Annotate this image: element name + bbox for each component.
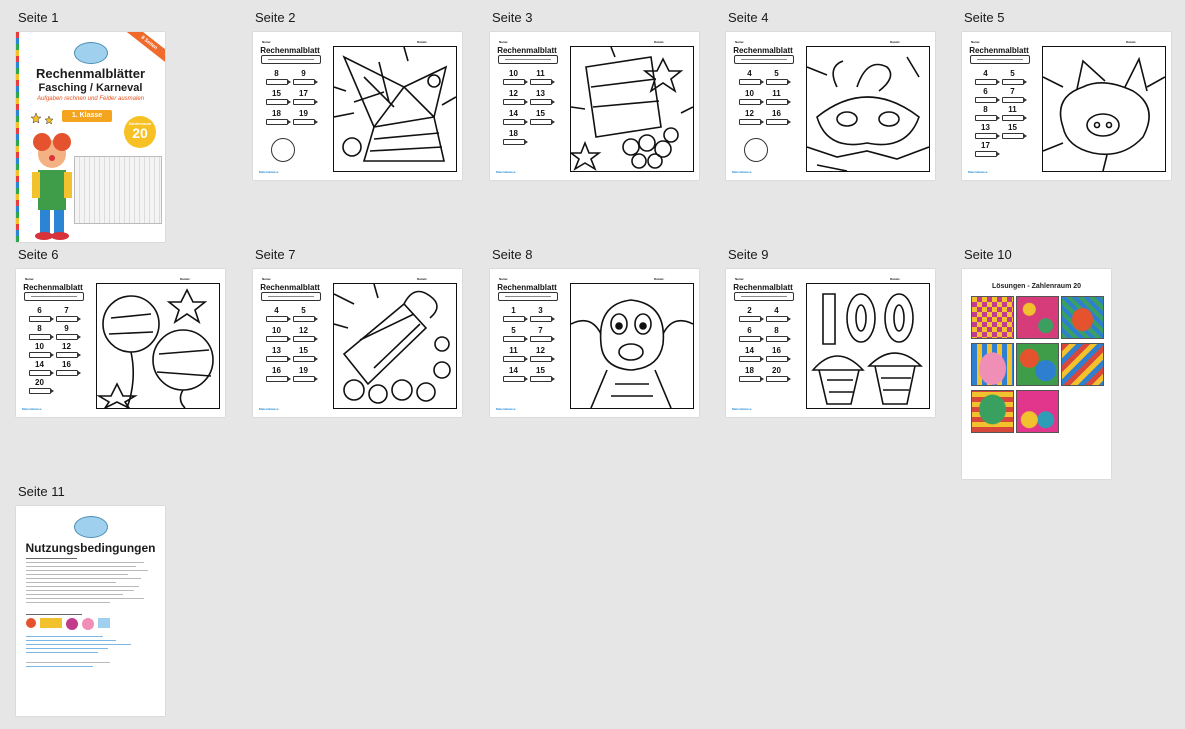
legend-item: 5 xyxy=(765,70,788,85)
doodle-illustration xyxy=(744,138,768,162)
instruction-banner xyxy=(970,55,1030,64)
legend-item: 10 xyxy=(265,327,288,342)
crayon-icon xyxy=(1002,133,1024,139)
crayon-icon xyxy=(530,376,552,382)
crayon-icon xyxy=(739,119,761,125)
crayon-icon xyxy=(766,79,788,85)
partner-logo xyxy=(82,618,94,630)
page-thumbnail-7[interactable] xyxy=(253,269,462,417)
date-label: Datum: xyxy=(890,40,901,44)
page-thumbnail-5[interactable] xyxy=(962,32,1171,180)
legend-item: 19 xyxy=(292,367,315,382)
worksheet-title: Rechenmalblatt xyxy=(260,46,320,55)
legend-item: 11 xyxy=(502,347,525,362)
solution-tile xyxy=(971,343,1014,386)
instruction-banner xyxy=(734,55,794,64)
terms-line xyxy=(26,598,144,599)
terms-line xyxy=(26,590,134,591)
legend-item: 8 xyxy=(28,325,51,340)
crayon-icon xyxy=(503,316,525,322)
legend-item: 1 xyxy=(502,307,525,322)
partner-logo xyxy=(98,618,110,628)
crayon-icon xyxy=(56,334,78,340)
number-legend xyxy=(738,307,788,382)
crayon-icon xyxy=(739,316,761,322)
legend-item: 14 xyxy=(738,347,761,362)
instruction-banner xyxy=(734,292,794,301)
crayon-icon xyxy=(56,370,78,376)
cover-logo xyxy=(74,42,108,64)
solution-tile xyxy=(1016,390,1059,433)
page-label: Seite 1 xyxy=(18,10,59,25)
doodle-illustration xyxy=(271,138,295,162)
legend-item: 15 xyxy=(529,367,552,382)
legend-item: 12 xyxy=(55,343,78,358)
legend-item: 13 xyxy=(529,90,552,105)
crayon-icon xyxy=(293,336,315,342)
partner-logos xyxy=(26,618,154,630)
stars-icon xyxy=(30,112,56,128)
crayon-icon xyxy=(739,99,761,105)
crayon-icon xyxy=(975,115,997,121)
terms-link-line xyxy=(26,648,108,649)
terms-link-line xyxy=(26,666,93,667)
crayon-icon xyxy=(293,119,315,125)
instruction-banner xyxy=(261,292,321,301)
number-legend xyxy=(265,70,315,125)
terms-line xyxy=(26,614,82,615)
partner-logo xyxy=(40,618,62,628)
page-label: Seite 8 xyxy=(492,247,533,262)
legend-item: 7 xyxy=(55,307,78,322)
crayon-icon xyxy=(266,316,288,322)
clown-illustration xyxy=(22,132,82,240)
crayon-icon xyxy=(293,376,315,382)
page-thumbnail-6[interactable] xyxy=(16,269,225,417)
crayon-icon xyxy=(503,336,525,342)
crayon-icon xyxy=(530,356,552,362)
legend-item: 7 xyxy=(529,327,552,342)
crayon-icon xyxy=(766,119,788,125)
footer-logo: Materialwiese xyxy=(259,170,279,174)
crayon-icon xyxy=(293,356,315,362)
legend-item: 16 xyxy=(55,361,78,376)
terms-line xyxy=(26,586,139,587)
solution-tile xyxy=(971,390,1014,433)
legend-item: 4 xyxy=(974,70,997,85)
crayon-icon xyxy=(766,99,788,105)
crayon-icon xyxy=(503,99,525,105)
name-label: Name: xyxy=(971,40,981,44)
crayon-icon xyxy=(530,79,552,85)
instruction-banner xyxy=(498,292,558,301)
legend-item: 6 xyxy=(28,307,51,322)
legend-item: 10 xyxy=(28,343,51,358)
crayon-icon xyxy=(29,316,51,322)
legend-item: 13 xyxy=(265,347,288,362)
page-label: Seite 4 xyxy=(728,10,769,25)
legend-item: 12 xyxy=(502,90,525,105)
legend-item: 3 xyxy=(529,307,552,322)
date-label: Datum: xyxy=(654,277,665,281)
crayon-icon xyxy=(975,151,997,157)
legend-item: 5 xyxy=(502,327,525,342)
cover-stripe-border xyxy=(16,32,19,242)
legend-item: 2 xyxy=(738,307,761,322)
terms-line xyxy=(26,594,123,595)
crayon-icon xyxy=(1002,115,1024,121)
worksheet-title: Rechenmalblatt xyxy=(497,283,557,292)
terms-line xyxy=(26,582,116,583)
number-legend xyxy=(738,70,788,125)
legend-item: 15 xyxy=(265,90,288,105)
crayon-icon xyxy=(56,316,78,322)
legend-item: 17 xyxy=(292,90,315,105)
terms-link-line xyxy=(26,636,103,637)
crayon-icon xyxy=(503,356,525,362)
instruction-banner xyxy=(498,55,558,64)
crayon-icon xyxy=(293,316,315,322)
solution-tile xyxy=(971,296,1014,339)
page-label: Seite 9 xyxy=(728,247,769,262)
footer-logo: Materialwiese xyxy=(968,170,988,174)
coloring-picture-cupcakes xyxy=(806,283,930,409)
legend-item: 11 xyxy=(765,90,788,105)
coloring-picture-mask xyxy=(806,46,930,172)
solution-tile xyxy=(1016,296,1059,339)
crayon-icon xyxy=(530,119,552,125)
legend-item: 8 xyxy=(974,106,997,121)
coloring-picture-dragon xyxy=(570,283,694,409)
crayon-icon xyxy=(530,99,552,105)
legend-item: 15 xyxy=(292,347,315,362)
terms-line xyxy=(26,574,128,575)
coloring-picture-party-hat xyxy=(333,46,457,172)
crayon-icon xyxy=(266,356,288,362)
legend-item: 15 xyxy=(1001,124,1024,139)
crayon-icon xyxy=(56,352,78,358)
worksheet-title: Rechenmalblatt xyxy=(969,46,1029,55)
page-thumbnail-1[interactable] xyxy=(16,32,165,242)
crayon-icon xyxy=(503,119,525,125)
name-label: Name: xyxy=(262,277,272,281)
legend-item: 11 xyxy=(1001,106,1024,121)
solution-tile xyxy=(1061,343,1104,386)
legend-item: 9 xyxy=(55,325,78,340)
legend-item: 12 xyxy=(738,110,761,125)
number-legend xyxy=(28,307,78,394)
crayon-icon xyxy=(766,316,788,322)
footer-logo: Materialwiese xyxy=(496,407,516,411)
crayon-icon xyxy=(266,79,288,85)
page-label: Seite 5 xyxy=(964,10,1005,25)
legend-item: 10 xyxy=(502,70,525,85)
number-legend xyxy=(974,70,1024,157)
legend-item: 18 xyxy=(738,367,761,382)
page-label: Seite 3 xyxy=(492,10,533,25)
legend-item: 10 xyxy=(738,90,761,105)
date-label: Datum: xyxy=(417,40,428,44)
legend-item: 5 xyxy=(1001,70,1024,85)
terms-body xyxy=(26,558,154,670)
number-legend xyxy=(502,70,552,145)
legend-item: 19 xyxy=(292,110,315,125)
cover-badge-label: Zahlenraum xyxy=(128,121,152,126)
terms-line xyxy=(26,578,141,579)
terms-line xyxy=(26,558,77,559)
crayon-icon xyxy=(293,99,315,105)
legend-item: 16 xyxy=(265,367,288,382)
date-label: Datum: xyxy=(180,277,191,281)
crayon-icon xyxy=(503,376,525,382)
crayon-icon xyxy=(293,79,315,85)
instruction-banner xyxy=(24,292,84,301)
page-thumbnail-11[interactable] xyxy=(16,506,165,716)
terms-line xyxy=(26,562,144,563)
name-label: Name: xyxy=(25,277,35,281)
date-label: Datum: xyxy=(417,277,428,281)
coloring-picture-gift xyxy=(570,46,694,172)
terms-logo xyxy=(74,516,108,538)
crayon-icon xyxy=(503,139,525,145)
name-label: Name: xyxy=(735,277,745,281)
terms-line xyxy=(26,602,110,603)
terms-line xyxy=(26,566,136,567)
page-label: Seite 6 xyxy=(18,247,59,262)
legend-item: 18 xyxy=(265,110,288,125)
solution-tile xyxy=(1016,343,1059,386)
page-thumbnail-8[interactable] xyxy=(490,269,699,417)
legend-item: 7 xyxy=(1001,88,1024,103)
name-label: Name: xyxy=(499,40,509,44)
page-thumbnail-2[interactable] xyxy=(253,32,462,180)
date-label: Datum: xyxy=(654,40,665,44)
date-label: Datum: xyxy=(890,277,901,281)
crayon-icon xyxy=(266,99,288,105)
legend-item: 14 xyxy=(28,361,51,376)
crayon-icon xyxy=(766,336,788,342)
partner-logo xyxy=(66,618,78,630)
coloring-picture-pig xyxy=(1042,46,1166,172)
footer-logo: Materialwiese xyxy=(732,170,752,174)
page-thumbnail-9[interactable] xyxy=(726,269,935,417)
legend-item: 18 xyxy=(502,130,525,145)
date-label: Datum: xyxy=(1126,40,1137,44)
legend-item: 20 xyxy=(765,367,788,382)
legend-item: 8 xyxy=(765,327,788,342)
legend-item: 9 xyxy=(292,70,315,85)
worksheet-title: Rechenmalblatt xyxy=(733,46,793,55)
crayon-icon xyxy=(29,352,51,358)
solution-tile xyxy=(1061,296,1104,339)
terms-line xyxy=(26,662,110,663)
crayon-icon xyxy=(975,97,997,103)
worksheet-title: Rechenmalblatt xyxy=(260,283,320,292)
page-label: Seite 2 xyxy=(255,10,296,25)
legend-item: 5 xyxy=(292,307,315,322)
crayon-icon xyxy=(29,334,51,340)
crayon-icon xyxy=(766,376,788,382)
page-label: Seite 10 xyxy=(964,247,1012,262)
page-thumbnail-10[interactable] xyxy=(962,269,1111,479)
crayon-icon xyxy=(503,79,525,85)
crayon-icon xyxy=(739,356,761,362)
legend-item: 12 xyxy=(529,347,552,362)
legend-item: 17 xyxy=(974,142,997,157)
crayon-icon xyxy=(766,356,788,362)
cover-badge-number: 20 xyxy=(132,125,148,141)
coloring-picture-balloons xyxy=(96,283,220,409)
crayon-icon xyxy=(739,79,761,85)
legend-item: 16 xyxy=(765,110,788,125)
coloring-picture-confetti-cannon xyxy=(333,283,457,409)
name-label: Name: xyxy=(499,277,509,281)
crayon-icon xyxy=(266,119,288,125)
legend-item: 4 xyxy=(738,70,761,85)
legend-item: 12 xyxy=(292,327,315,342)
legend-item: 14 xyxy=(502,110,525,125)
cover-subtitle: Fasching / Karneval xyxy=(38,82,143,94)
crayon-icon xyxy=(739,376,761,382)
terms-title: Nutzungsbedingungen xyxy=(25,541,156,555)
footer-logo: Materialwiese xyxy=(259,407,279,411)
crayon-icon xyxy=(29,370,51,376)
legend-item: 4 xyxy=(765,307,788,322)
crayon-icon xyxy=(530,316,552,322)
crayon-icon xyxy=(29,388,51,394)
crayon-icon xyxy=(975,79,997,85)
terms-link-line xyxy=(26,640,116,641)
cover-title: Rechenmalblätter xyxy=(35,66,146,81)
cover-class-label: 1. Klasse xyxy=(62,110,112,122)
legend-item: 20 xyxy=(28,379,51,394)
legend-item: 13 xyxy=(974,124,997,139)
crayon-icon xyxy=(1002,79,1024,85)
page-label: Seite 11 xyxy=(18,484,65,499)
cover-badge xyxy=(124,116,156,148)
cover-worksheet-collage xyxy=(74,156,162,224)
instruction-banner xyxy=(261,55,321,64)
page-thumbnail-4[interactable] xyxy=(726,32,935,180)
partner-logo xyxy=(26,618,36,628)
number-legend xyxy=(265,307,315,382)
terms-link-line xyxy=(26,652,98,653)
page-thumbnail-3[interactable] xyxy=(490,32,699,180)
solutions-grid xyxy=(971,296,1102,433)
crayon-icon xyxy=(1002,97,1024,103)
legend-item: 4 xyxy=(265,307,288,322)
footer-logo: Materialwiese xyxy=(496,170,516,174)
worksheet-title: Rechenmalblatt xyxy=(497,46,557,55)
number-legend xyxy=(502,307,552,382)
legend-item: 8 xyxy=(265,70,288,85)
crayon-icon xyxy=(530,336,552,342)
crayon-icon xyxy=(266,336,288,342)
legend-item: 11 xyxy=(529,70,552,85)
terms-line xyxy=(26,570,148,571)
name-label: Name: xyxy=(735,40,745,44)
legend-item: 14 xyxy=(502,367,525,382)
cover-tagline: Aufgaben rechnen und Felder ausmalen xyxy=(36,96,145,102)
name-label: Name: xyxy=(262,40,272,44)
worksheet-title: Rechenmalblatt xyxy=(23,283,83,292)
legend-item: 6 xyxy=(974,88,997,103)
footer-logo: Materialwiese xyxy=(732,407,752,411)
legend-item: 6 xyxy=(738,327,761,342)
page-label: Seite 7 xyxy=(255,247,296,262)
footer-logo: Materialwiese xyxy=(22,407,42,411)
crayon-icon xyxy=(975,133,997,139)
cover-ribbon: 8 Seiten xyxy=(122,32,165,65)
crayon-icon xyxy=(266,376,288,382)
terms-link-line xyxy=(26,644,131,645)
worksheet-title: Rechenmalblatt xyxy=(733,283,793,292)
solutions-title: Lösungen - Zahlenraum 20 xyxy=(991,283,1082,290)
legend-item: 16 xyxy=(765,347,788,362)
legend-item: 15 xyxy=(529,110,552,125)
crayon-icon xyxy=(739,336,761,342)
